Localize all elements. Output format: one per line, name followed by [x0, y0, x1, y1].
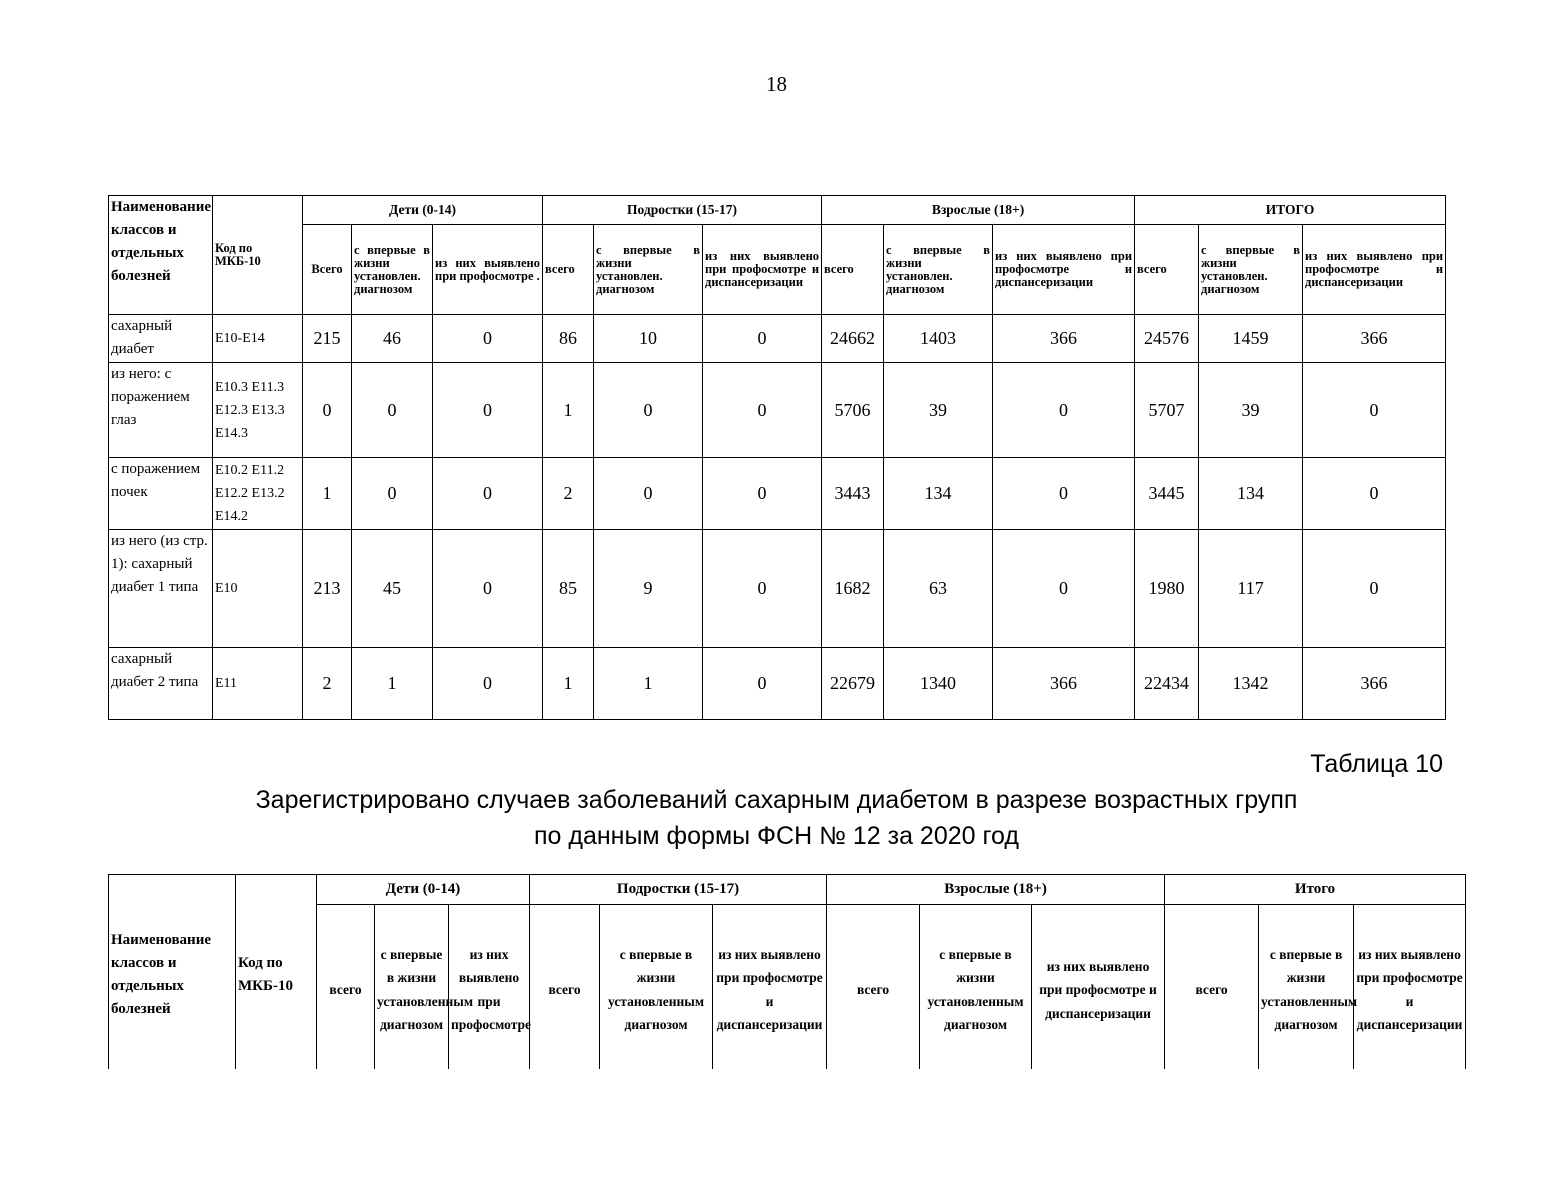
cell: 10	[594, 315, 703, 363]
adults-new-header: с впервые в жизни установленным диагнозом	[920, 905, 1032, 1075]
cell: 366	[1303, 648, 1446, 720]
total-total-header: всего	[1135, 225, 1199, 315]
table-row	[109, 648, 1446, 720]
cell: 63	[884, 530, 993, 648]
row-name: из него (из стр. 1): сахарный диабет 1 типа	[109, 530, 213, 648]
cell: 215	[303, 315, 352, 363]
cell: 0	[1303, 530, 1446, 648]
cell: 24576	[1135, 315, 1199, 363]
table-row	[109, 458, 1446, 530]
teens-checkup-header: из них выявлено при профосмотре и диспансеризации	[703, 225, 822, 315]
table-row	[109, 530, 1446, 648]
cell: 0	[993, 458, 1135, 530]
cell: 1	[303, 458, 352, 530]
cell: 85	[543, 530, 594, 648]
table-caption-title	[0, 782, 1553, 854]
group-adults: Взрослые (18+)	[827, 875, 1165, 905]
cell: 0	[703, 363, 822, 458]
total-total-header: всего	[1165, 905, 1259, 1075]
cell: 0	[993, 530, 1135, 648]
group-total: Итого	[1165, 875, 1466, 905]
cell: 46	[352, 315, 433, 363]
children-new-header: с впервые в жизни установленным диагнозом	[375, 905, 449, 1075]
teens-new-header: с впервые в жизни установленным диагнозом	[600, 905, 713, 1075]
cell: 0	[703, 530, 822, 648]
header-disease-name: Наименование классов и отдельных болезней	[109, 875, 236, 1075]
page-cut-off	[0, 1069, 1553, 1200]
group-teens: Подростки (15-17)	[530, 875, 827, 905]
header-icd-code: Код по МКБ-10	[236, 875, 317, 1075]
teens-total-header: всего	[530, 905, 600, 1075]
group-adults: Взрослые (18+)	[822, 196, 1135, 225]
cell: 24662	[822, 315, 884, 363]
cell: 1340	[884, 648, 993, 720]
cell: 213	[303, 530, 352, 648]
cell: 3443	[822, 458, 884, 530]
row-name: сахарный диабет 2 типа	[109, 648, 213, 720]
cell: 0	[433, 315, 543, 363]
cell: 22434	[1135, 648, 1199, 720]
teens-checkup-header: из них выявлено при профосмотре и диспансеризации	[713, 905, 827, 1075]
cell: 86	[543, 315, 594, 363]
header-disease-name: Наименование классов и отдельных болезней	[109, 196, 213, 315]
children-new-header: с впервые в жизни установлен. диагнозом	[352, 225, 433, 315]
adults-checkup-header: из них выявлено при профосмотре и диспансеризации	[1032, 905, 1165, 1075]
group-children: Дети (0-14)	[317, 875, 530, 905]
cell: 0	[993, 363, 1135, 458]
diabetes-table-previous	[108, 195, 1446, 720]
row-name: сахарный диабет	[109, 315, 213, 363]
header-icd-code: Код по МКБ-10	[213, 196, 303, 315]
cell: 0	[433, 458, 543, 530]
cell: 0	[594, 363, 703, 458]
adults-total-header: всего	[822, 225, 884, 315]
cell: 0	[352, 363, 433, 458]
total-new-header: с впервые в жизни установленным диагнозом	[1259, 905, 1354, 1075]
cell: 3445	[1135, 458, 1199, 530]
children-total-header: Всего	[303, 225, 352, 315]
row-code: E11	[213, 648, 303, 720]
row-name: с поражением почек	[109, 458, 213, 530]
total-checkup-header: из них выявлено при профосмотре и диспансеризации	[1354, 905, 1466, 1075]
cell: 0	[433, 530, 543, 648]
cell: 1	[543, 363, 594, 458]
teens-new-header: с впервые в жизни установлен. диагнозом	[594, 225, 703, 315]
children-total-header: всего	[317, 905, 375, 1075]
cell: 0	[352, 458, 433, 530]
diabetes-table-2020	[108, 874, 1466, 1075]
group-total: ИТОГО	[1135, 196, 1446, 225]
cell: 39	[884, 363, 993, 458]
cell: 5707	[1135, 363, 1199, 458]
cell: 1682	[822, 530, 884, 648]
cell: 0	[594, 458, 703, 530]
cell: 1	[352, 648, 433, 720]
teens-total-header: всего	[543, 225, 594, 315]
caption-title-line-1: Зарегистрировано случаев заболеваний сахарным диабетом в разрезе возрастных групп	[255, 786, 1298, 814]
cell: 1459	[1199, 315, 1303, 363]
cell: 1342	[1199, 648, 1303, 720]
cell: 9	[594, 530, 703, 648]
cell: 366	[993, 648, 1135, 720]
children-checkup-header: из них выявлено при профосмотре .	[433, 225, 543, 315]
cell: 1	[543, 648, 594, 720]
caption-title-line-2: по данным формы ФСН № 12 за 2020 год	[533, 822, 1020, 850]
children-checkup-header: из них выявлено при профосмотре	[449, 905, 530, 1075]
cell: 45	[352, 530, 433, 648]
table-row	[109, 363, 1446, 458]
cell: 134	[1199, 458, 1303, 530]
row-code: E10.2 E11.2 E12.2 E13.2 E14.2	[213, 458, 303, 530]
group-children: Дети (0-14)	[303, 196, 543, 225]
cell: 117	[1199, 530, 1303, 648]
total-checkup-header: из них выявлено при профосмотре и диспансеризации	[1303, 225, 1446, 315]
cell: 0	[703, 458, 822, 530]
cell: 0	[1303, 363, 1446, 458]
row-code: E10-E14	[213, 315, 303, 363]
row-name: из него: с поражением глаз	[109, 363, 213, 458]
cell: 0	[433, 363, 543, 458]
page-number: 18	[766, 72, 787, 96]
cell: 0	[703, 315, 822, 363]
table-caption-label: Таблица 10	[1310, 750, 1443, 778]
cell: 1	[594, 648, 703, 720]
row-code: E10.3 E11.3 E12.3 E13.3 E14.3	[213, 363, 303, 458]
cell: 0	[703, 648, 822, 720]
cell: 2	[543, 458, 594, 530]
adults-checkup-header: из них выявлено при профосмотре и диспансеризации	[993, 225, 1135, 315]
table-row	[109, 315, 1446, 363]
cell: 2	[303, 648, 352, 720]
cell: 366	[1303, 315, 1446, 363]
cell: 134	[884, 458, 993, 530]
cell: 0	[1303, 458, 1446, 530]
adults-new-header: с впервые в жизни установлен. диагнозом	[884, 225, 993, 315]
cell: 5706	[822, 363, 884, 458]
cell: 366	[993, 315, 1135, 363]
cell: 0	[433, 648, 543, 720]
cell: 39	[1199, 363, 1303, 458]
adults-total-header: всего	[827, 905, 920, 1075]
cell: 22679	[822, 648, 884, 720]
group-teens: Подростки (15-17)	[543, 196, 822, 225]
cell: 1403	[884, 315, 993, 363]
total-new-header: с впервые в жизни установлен. диагнозом	[1199, 225, 1303, 315]
cell: 0	[303, 363, 352, 458]
cell: 1980	[1135, 530, 1199, 648]
row-code: E10	[213, 530, 303, 648]
